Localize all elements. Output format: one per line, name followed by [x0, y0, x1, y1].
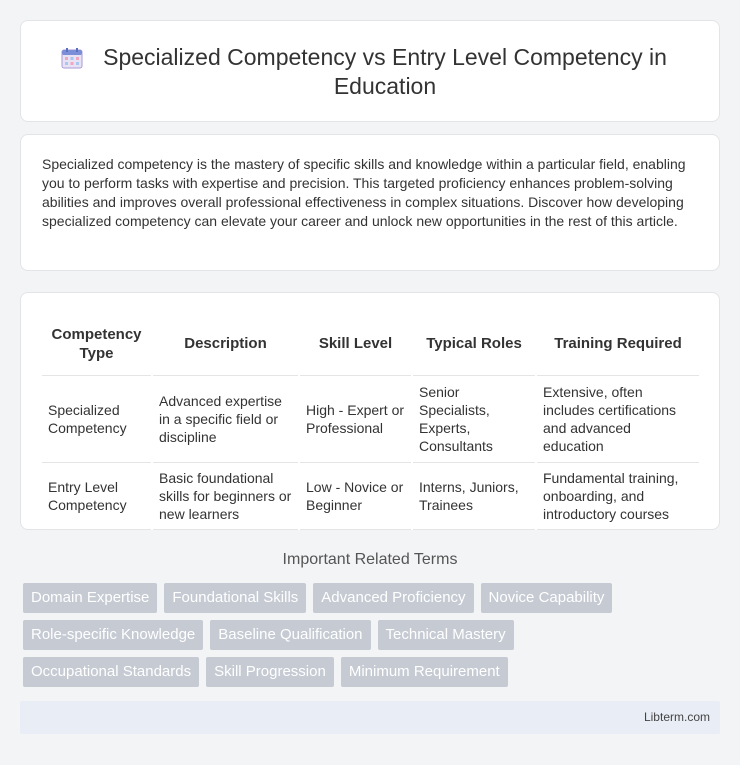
tag-novice-capability[interactable]: Novice Capability: [481, 583, 613, 613]
footer: [20, 701, 720, 734]
footer-site-link[interactable]: Libterm.com: [643, 710, 710, 724]
comparison-table: [42, 313, 699, 530]
related-terms-list: [23, 583, 723, 694]
table-cell: Low - Novice or Beginner: [299, 462, 412, 529]
table-cell: Entry Level Competency: [42, 462, 152, 529]
tag-row: [23, 657, 723, 687]
intro-card: [20, 134, 720, 271]
page-title: Specialized Competency vs Entry Level Competency in Education: [103, 44, 667, 99]
table-card: [20, 292, 720, 530]
related-terms-title: Important Related Terms: [282, 551, 458, 568]
intro-text: Specialized competency is the mastery of specific skills and knowledge within a particular field, enabling you to perform tasks with expertise and precision. This targeted proficiency enhances problem-solving abilities and improves overall professional effectiveness in complex situations. Discover how developing specialized competency can elevate your career and unlock new opportunities in the rest of this article.: [42, 156, 686, 229]
tag-role-specific-knowledge[interactable]: Role-specific Knowledge: [23, 620, 203, 650]
table-row: [42, 375, 699, 462]
table-cell: Interns, Juniors, Trainees: [412, 462, 536, 529]
tag-occupational-standards[interactable]: Occupational Standards: [23, 657, 199, 687]
title-card: [20, 20, 720, 122]
column-header: Description: [152, 313, 299, 375]
tag-minimum-requirement[interactable]: Minimum Requirement: [341, 657, 508, 687]
tag-technical-mastery[interactable]: Technical Mastery: [378, 620, 514, 650]
column-header: Typical Roles: [412, 313, 536, 375]
table-cell: High - Expert or Professional: [299, 375, 412, 462]
table-cell: Basic foundational skills for beginners or new learners: [152, 462, 299, 529]
table-cell: Senior Specialists, Experts, Consultants: [412, 375, 536, 462]
tag-skill-progression[interactable]: Skill Progression: [206, 657, 334, 687]
tag-domain-expertise[interactable]: Domain Expertise: [23, 583, 157, 613]
tag-advanced-proficiency[interactable]: Advanced Proficiency: [313, 583, 473, 613]
title-wrap: [21, 43, 719, 101]
table-header-row: [42, 313, 699, 375]
table-row: [42, 462, 699, 529]
table-cell: Specialized Competency: [42, 375, 152, 462]
tag-row: [23, 583, 723, 613]
column-header: Competency Type: [42, 313, 152, 375]
table-cell: Advanced expertise in a specific field or discipline: [152, 375, 299, 462]
tag-baseline-qualification[interactable]: Baseline Qualification: [210, 620, 370, 650]
tag-row: [23, 620, 723, 650]
column-header: Training Required: [536, 313, 699, 375]
table-cell: Extensive, often includes certifications and advanced education: [536, 375, 699, 462]
tag-foundational-skills[interactable]: Foundational Skills: [164, 583, 306, 613]
column-header: Skill Level: [299, 313, 412, 375]
table-cell: Fundamental training, onboarding, and introductory courses: [536, 462, 699, 529]
